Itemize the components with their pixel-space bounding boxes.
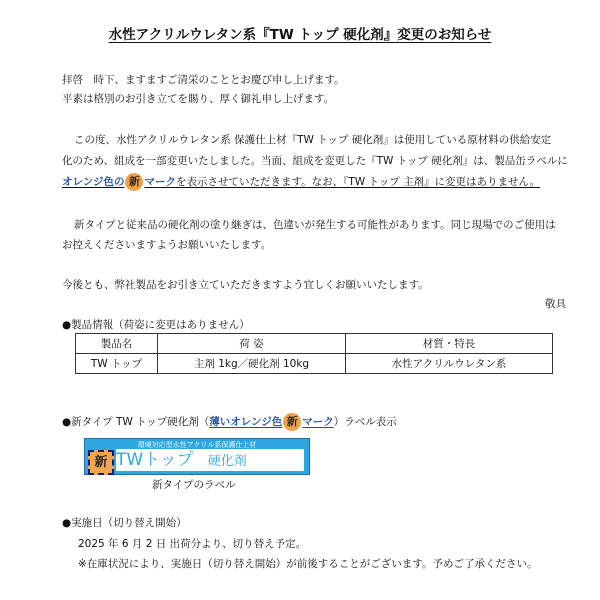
label-hardener-text: 硬化剤 [207, 454, 247, 469]
effective-date: 2025 年 6 月 2 日 出荷分より、切り替え予定。 [78, 538, 307, 550]
table-cell: 主剤 1kg／硬化剤 10kg [158, 354, 346, 374]
orange-label-text: オレンジ色の [62, 176, 125, 188]
mark-text: マーク [144, 176, 176, 188]
table-cell: 水性アクリルウレタン系 [346, 354, 553, 374]
label-main-text: TWトップ [116, 450, 194, 470]
label-product-name [116, 449, 304, 471]
closing-text: 今後とも、弊社製品をお引き立ていただきますよう宜しくお願いいたします。 [62, 279, 429, 291]
para1-line-3 [62, 173, 540, 192]
column-header: 製品名 [76, 334, 158, 354]
para2-line-1: 新タイプと従来品の硬化剤の塗り継ぎは、色違いが発生する可能性があります。同じ現場でのご使用は [74, 219, 556, 231]
signoff: 敬具 [545, 298, 566, 310]
product-label-image [84, 438, 310, 475]
column-header: 材質・特長 [346, 334, 553, 354]
label-new-badge: 新 [88, 450, 114, 475]
label-caption: 新タイプのラベル [152, 479, 236, 491]
table-header-row [76, 334, 553, 354]
effective-note: ※在庫状況により、実施日（切り替え開始）が前後することがございます。予めご了承ください。 [78, 558, 538, 570]
para1-line-2: 化のため、組成を一部変更いたしました。当面、組成を変更した『TW トップ 硬化剤』は、製品缶ラベルに [62, 155, 568, 167]
para1-line-1: この度、水性アクリルウレタン系 保護仕上材『TW トップ 硬化剤』は使用している原材料の供給安定 [74, 134, 552, 146]
greeting-line-1: 拝啓 時下、ますますご清栄のこととお慶び申し上げます。 [62, 74, 345, 86]
effective-heading: ●実施日（切り替え開始） [62, 517, 187, 529]
greeting-line-2: 平素は格別のお引き立てを賜り、厚く御礼申し上げます。 [62, 93, 335, 105]
new-type-heading [62, 413, 397, 432]
table-cell: TW トップ [76, 354, 158, 374]
new-type-heading-blue: 薄いオレンジ色 [209, 416, 283, 428]
product-table [75, 333, 553, 374]
label-subtitle: 環境対応型水性アクリル系保護仕上材 [137, 441, 257, 449]
product-info-heading: ●製品情報（荷姿に変更はありません） [62, 319, 250, 331]
para2-line-2: お控えくださいますようお願いいたします。 [62, 239, 272, 251]
new-type-heading-a: ●新タイプ TW トップ硬化剤（ [62, 416, 210, 428]
column-header: 荷 姿 [158, 334, 346, 354]
new-mark-badge: 新 [283, 413, 301, 431]
new-type-heading-mark: マーク [302, 416, 334, 428]
new-type-heading-b: ）ラベル表示 [333, 416, 397, 428]
new-mark-badge: 新 [125, 173, 143, 191]
para1-line-3-rest: を表示させていただきます。なお、『TW トップ 主剤』に変更はありません。 [175, 176, 541, 188]
table-row [76, 354, 553, 374]
page-title: 水性アクリルウレタン系『TW トップ 硬化剤』変更のお知らせ [108, 27, 492, 43]
